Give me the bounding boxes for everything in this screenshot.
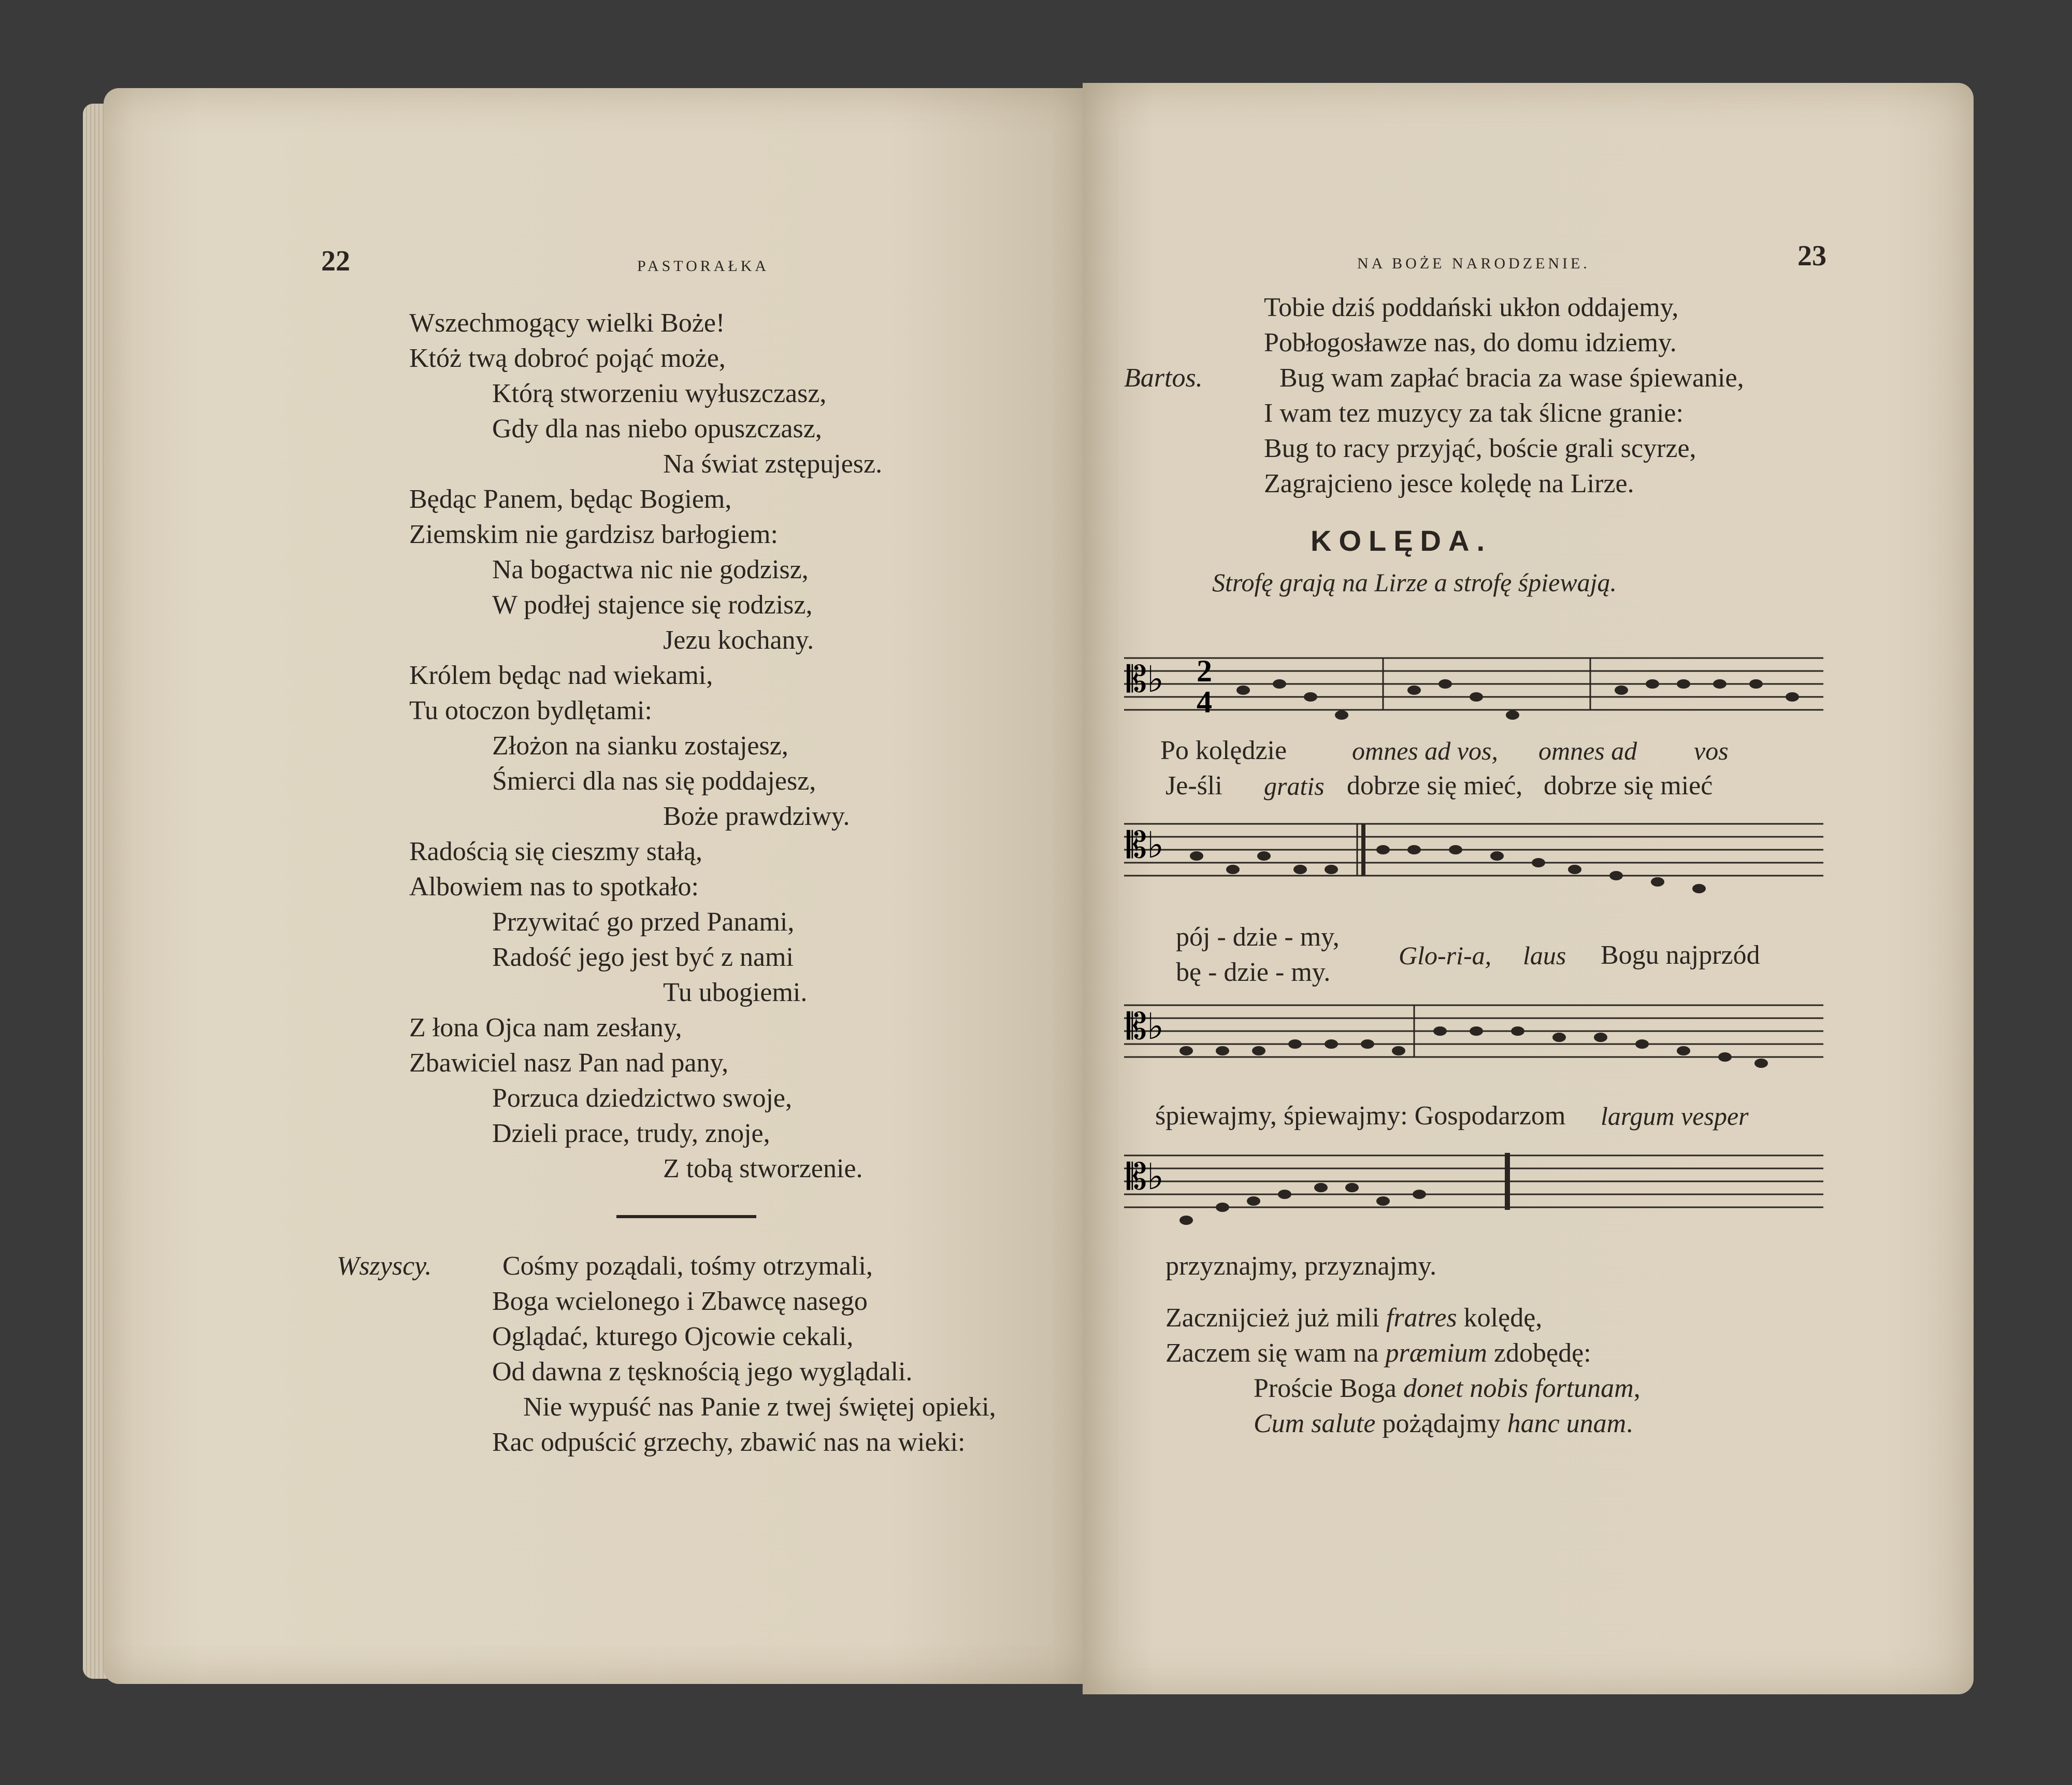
time-signature-top: 2 bbox=[1197, 654, 1212, 688]
lyric: przyznajmy, przyznajmy. bbox=[1166, 1251, 1437, 1281]
lyric: pój - dzie - my, bbox=[1176, 922, 1340, 952]
poem-line: Królem będąc nad wiekami, bbox=[409, 661, 713, 690]
poem-line: Radość jego jest być z nami bbox=[492, 943, 794, 972]
chorus-line: Boga wcielonego i Zbawcę nasego bbox=[492, 1287, 868, 1316]
verse-line: Bug to racy przyjąć, boście grali scyrze, bbox=[1264, 434, 1696, 463]
poem-line: Jezu kochany. bbox=[663, 625, 814, 655]
music-staff-3 bbox=[1124, 1000, 1829, 1088]
notes bbox=[1236, 679, 1799, 720]
music-staff-4 bbox=[1124, 1150, 1829, 1238]
verse-line: Tobie dziś poddański ukłon oddajemy, bbox=[1264, 293, 1679, 322]
lyric: dobrze się mieć bbox=[1544, 771, 1713, 801]
notes bbox=[1190, 845, 1706, 893]
chorus-line: Od dawna z tęsknością jego wyglądali. bbox=[492, 1357, 913, 1387]
poem-line: Przywitać go przed Panami, bbox=[492, 907, 795, 937]
poem-line: Na świat zstępujesz. bbox=[663, 449, 883, 479]
verse-line: Zacznijcież już mili fratres kolędę, bbox=[1166, 1303, 1543, 1333]
poem-line: Śmierci dla nas się poddajesz, bbox=[492, 766, 816, 796]
lyric: Po kolędzie bbox=[1160, 736, 1287, 765]
poem-line: Z tobą stworzenie. bbox=[663, 1154, 863, 1183]
page-number: 22 bbox=[321, 245, 350, 277]
lyric: Bogu najprzód bbox=[1601, 940, 1760, 970]
poem-line: Porzuca dziedzictwo swoje, bbox=[492, 1083, 793, 1113]
lyric: śpiewajmy, śpiewajmy: Gospodarzom bbox=[1155, 1101, 1566, 1131]
poem-line: Na bogactwa nic nie godzisz, bbox=[492, 555, 809, 584]
lyric: dobrze się mieć, bbox=[1347, 771, 1523, 801]
lyric: largum vesper bbox=[1601, 1102, 1749, 1131]
verse-line: Zagrajcieno jesce kolędę na Lirze. bbox=[1264, 469, 1634, 498]
poem-line: Z łona Ojca nam zesłany, bbox=[409, 1013, 682, 1043]
lyric: bę - dzie - my. bbox=[1176, 958, 1331, 987]
poem-line: Któż twą dobroć pojąć może, bbox=[409, 344, 726, 373]
chorus-line: Cośmy poządali, tośmy otrzymali, bbox=[502, 1251, 873, 1281]
notes bbox=[1179, 1183, 1426, 1225]
speaker-label: Bartos. bbox=[1124, 363, 1203, 393]
verse-line: I wam tez muzycy za tak ślicne granie: bbox=[1264, 398, 1684, 428]
poem-line: Złożon na sianku zostajesz, bbox=[492, 731, 788, 761]
clef-icon: 𝄡♭ bbox=[1127, 1155, 1164, 1198]
lyric: Glo-ri-a, bbox=[1399, 941, 1492, 970]
poem-line: W podłej stajence się rodzisz, bbox=[492, 590, 813, 620]
song-title: KOLĘDA. bbox=[1311, 524, 1492, 557]
poem-line: Albowiem nas to spotkało: bbox=[409, 872, 699, 902]
clef-icon: 𝄡♭ bbox=[1127, 1005, 1164, 1048]
poem-line: Zbawiciel nasz Pan nad pany, bbox=[409, 1048, 729, 1078]
lyric: gratis bbox=[1264, 772, 1325, 801]
chorus-line: Rac odpuścić grzechy, zbawić nas na wieki: bbox=[492, 1427, 966, 1457]
speaker-label: Wszyscy. bbox=[337, 1251, 432, 1281]
chorus-line: Oglądać, kturego Ojcowie cekali, bbox=[492, 1322, 854, 1351]
left-page bbox=[104, 88, 1088, 1684]
clef-icon: 𝄡♭ bbox=[1127, 658, 1164, 701]
running-head: NA BOŻE NARODZENIE. bbox=[1357, 255, 1590, 272]
verse-line: Cum salute pożądajmy hanc unam. bbox=[1254, 1409, 1633, 1438]
poem-line: Boże prawdziwy. bbox=[663, 802, 850, 831]
clef-icon: 𝄡♭ bbox=[1127, 824, 1164, 866]
chorus-line: Nie wypuść nas Panie z twej świętej opieki, bbox=[523, 1392, 996, 1422]
right-page bbox=[1083, 83, 1974, 1694]
lyric: omnes ad vos, bbox=[1352, 736, 1498, 765]
notes bbox=[1179, 1026, 1768, 1068]
poem-line: Wszechmogący wielki Boże! bbox=[409, 308, 725, 338]
verse-line: Proście Boga donet nobis fortunam, bbox=[1254, 1374, 1641, 1403]
page-number: 23 bbox=[1797, 240, 1826, 272]
song-subtitle: Strofę grają na Lirze a strofę śpiewają. bbox=[1212, 568, 1617, 597]
open-book bbox=[83, 83, 1989, 1700]
poem-line: Będąc Panem, będąc Bogiem, bbox=[409, 484, 732, 514]
running-head: PASTORAŁKA bbox=[637, 258, 770, 275]
section-divider bbox=[616, 1215, 756, 1218]
time-signature-bottom: 4 bbox=[1197, 685, 1212, 719]
verse-line: Bug wam zapłać bracia za wase śpiewanie, bbox=[1279, 363, 1744, 393]
poem-line: Dzieli prace, trudy, znoje, bbox=[492, 1119, 770, 1148]
poem-line: Radością się cieszmy stałą, bbox=[409, 837, 703, 866]
poem-line: Ziemskim nie gardzisz barłogiem: bbox=[409, 520, 778, 549]
poem-line: Tu ubogiemi. bbox=[663, 978, 808, 1007]
lyric: laus bbox=[1523, 941, 1566, 970]
music-staff-1 bbox=[1124, 653, 1829, 731]
poem-line: Gdy dla nas niebo opuszczasz, bbox=[492, 414, 822, 444]
poem-line: Tu otoczon bydlętami: bbox=[409, 696, 652, 725]
poem-line: Którą stworzeniu wyłuszczasz, bbox=[492, 379, 827, 408]
lyric: vos bbox=[1694, 736, 1729, 765]
lyric: omnes ad bbox=[1538, 736, 1637, 765]
verse-line: Pobłogosławze nas, do domu idziemy. bbox=[1264, 328, 1677, 358]
lyric: Je-śli bbox=[1166, 771, 1222, 801]
verse-line: Zaczem się wam na præmium zdobędę: bbox=[1166, 1338, 1591, 1368]
music-staff-2 bbox=[1124, 819, 1829, 907]
